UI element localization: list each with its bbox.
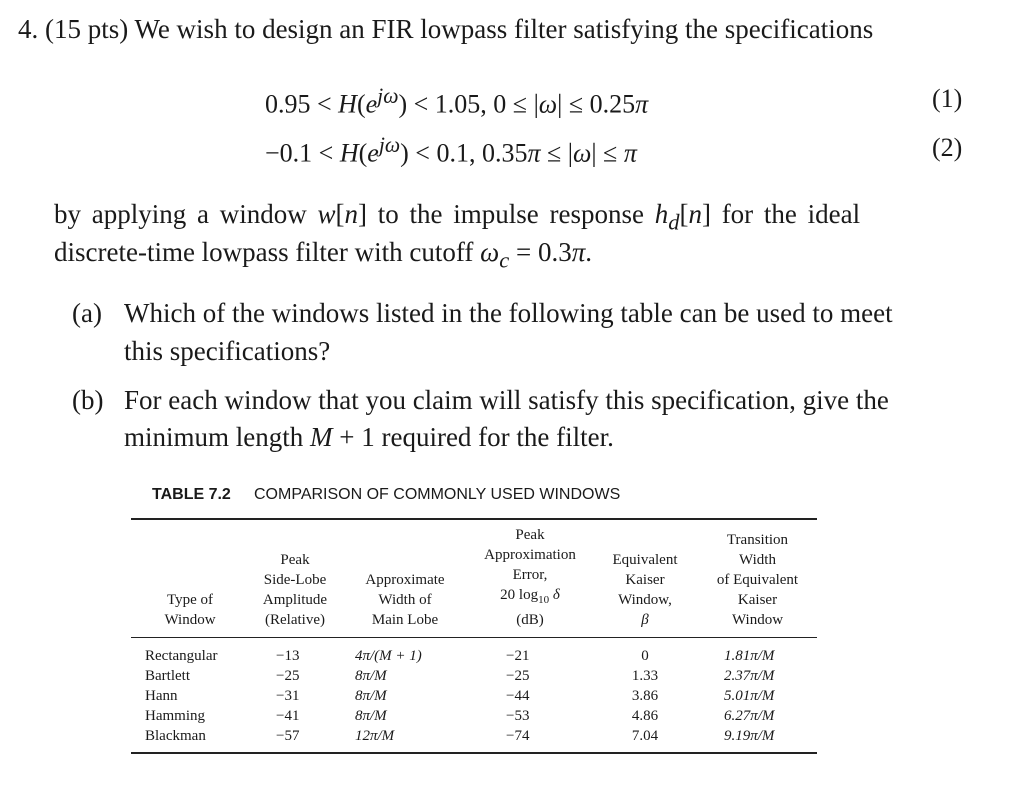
table-cell: 3.86 bbox=[631, 688, 659, 704]
table-cell: 7.04 bbox=[631, 728, 659, 744]
table-cell: 9.19π/M bbox=[724, 728, 775, 744]
table-cell: 2.37π/M bbox=[724, 668, 775, 684]
table-header-kaiser-beta: Equivalent Kaiser Window, β bbox=[612, 552, 678, 628]
equation-1-number: (1) bbox=[932, 84, 963, 113]
problem-header: 4. (15 pts) We wish to design an FIR lowpass filter satisfying the specifications bbox=[18, 14, 874, 44]
table-cell: −25 bbox=[506, 668, 530, 684]
table-cell: −74 bbox=[506, 728, 530, 744]
table-cell: 4π/(M + 1) bbox=[355, 648, 422, 664]
table-header-side-lobe: Peak Side-Lobe Amplitude (Relative) bbox=[262, 552, 328, 628]
table-cell: 6.27π/M bbox=[724, 708, 775, 724]
table-cell: 8π/M bbox=[355, 708, 387, 724]
table-top-rule bbox=[131, 518, 817, 520]
table-cell: −25 bbox=[276, 668, 300, 684]
table-column-approx-error bbox=[506, 646, 529, 746]
table-cell: Bartlett bbox=[145, 668, 190, 684]
table-header-transition-width: Transition Width of Equivalent Kaiser Window bbox=[716, 532, 799, 628]
table-column-main-lobe bbox=[355, 646, 422, 746]
table-header-approx-error: Peak Approximation Error, 20 $\log_{10} \delta$ (dB) bbox=[484, 527, 576, 628]
table-column-kaiser-beta bbox=[615, 646, 675, 746]
table-cell: −13 bbox=[276, 648, 300, 664]
table-cell: −41 bbox=[276, 708, 300, 724]
table-cell: −53 bbox=[506, 708, 530, 724]
table-cell: 4.86 bbox=[631, 708, 659, 724]
table-cell: −21 bbox=[506, 648, 530, 664]
table-bottom-rule bbox=[131, 752, 817, 754]
table-cell: Rectangular bbox=[145, 648, 218, 664]
table-cell: 1.81π/M bbox=[724, 648, 775, 664]
equation-2-number: (2) bbox=[932, 133, 963, 162]
table-cell: −31 bbox=[276, 688, 300, 704]
table-cell: 8π/M bbox=[355, 668, 387, 684]
part-a-label: (a) bbox=[72, 298, 102, 328]
table-cell: Blackman bbox=[145, 728, 206, 744]
table-cell: 5.01π/M bbox=[724, 688, 775, 704]
table-cell: 8π/M bbox=[355, 688, 387, 704]
table-header-main-lobe: Approximate Width of Main Lobe bbox=[365, 572, 445, 628]
table-cell: Hamming bbox=[145, 708, 205, 724]
table-cell: −57 bbox=[276, 728, 300, 744]
table-cell: 1.33 bbox=[631, 668, 659, 684]
equation-1: $0.95 < H(e^{j\omega}) < 1.05$, 0 ≤ |ω| ≤ 0.25π bbox=[265, 84, 649, 119]
table-label: TABLE 7.2 bbox=[152, 486, 231, 503]
table-cell: 12π/M bbox=[355, 728, 395, 744]
table-cell: Hann bbox=[145, 688, 178, 704]
table-title: COMPARISON OF COMMONLY USED WINDOWS bbox=[254, 486, 621, 503]
part-b-label: (b) bbox=[72, 385, 104, 415]
table-header-type: Type of Window bbox=[164, 592, 216, 628]
table-cell: −44 bbox=[506, 688, 530, 704]
table-column-window-names bbox=[145, 646, 217, 746]
table-column-transition-width bbox=[724, 646, 774, 746]
table-header-rule bbox=[131, 637, 817, 638]
table-cell: 0 bbox=[641, 648, 649, 664]
table-column-side-lobe bbox=[276, 646, 299, 746]
equation-2: $-0.1 < H(e^{j\omega}) < 0.1$, 0.35π ≤ |ω| ≤ π bbox=[265, 133, 637, 168]
